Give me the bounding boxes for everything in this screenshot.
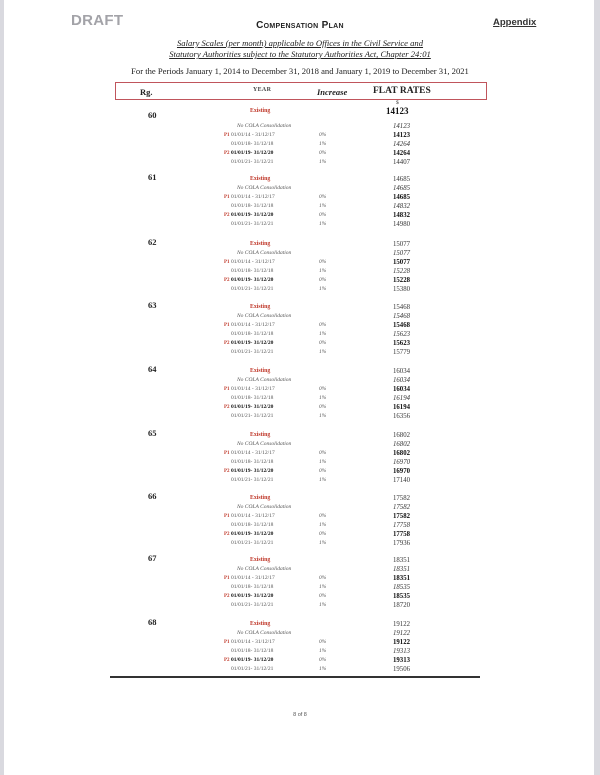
increase-p1: 0% — [319, 450, 327, 456]
rate-2018: 16194 — [393, 395, 410, 402]
table-row — [100, 258, 500, 267]
table-row — [100, 647, 500, 656]
p1-tag: P1 — [224, 387, 230, 392]
rate-p1: 16034 — [393, 386, 410, 393]
table-row — [100, 149, 500, 158]
period-2018: 01/01/18- 31/12/18 — [231, 141, 274, 147]
rate-2021: 15380 — [393, 286, 410, 293]
grade-number: 66 — [148, 491, 157, 501]
period-2014-2017: 01/01/14 - 31/12/17 — [231, 450, 275, 456]
subtitle-line-2: Statutory Authorities subject to the Statutory Authorities Act, Chapter 24:01 — [169, 49, 431, 59]
grade-number: 63 — [148, 300, 157, 310]
table-row — [100, 276, 500, 285]
rate-2021: 14980 — [393, 221, 410, 228]
table-row — [100, 285, 500, 294]
period-2014-2017: 01/01/14 - 31/12/17 — [231, 575, 275, 581]
increase-2018: 1% — [319, 584, 327, 590]
rate-no-cola: 17582 — [393, 504, 410, 511]
bottom-rule — [110, 676, 480, 678]
rate-2021: 19506 — [393, 666, 410, 673]
p2-tag: P2 — [224, 594, 230, 599]
table-row — [100, 107, 500, 116]
table-row — [100, 539, 500, 548]
period-2014-2017: 01/01/14 - 31/12/17 — [231, 132, 275, 138]
grade-number: 67 — [148, 553, 157, 563]
table-row — [100, 476, 500, 485]
rate-2018: 19313 — [393, 648, 410, 655]
rate-existing: 15077 — [393, 241, 410, 248]
table-row — [100, 656, 500, 665]
table-row — [100, 220, 500, 229]
table-row — [100, 303, 500, 312]
period-2021: 01/01/21- 31/12/21 — [231, 477, 274, 483]
no-cola-label: No COLA Consolidation — [237, 250, 292, 256]
increase-2018: 1% — [319, 203, 327, 209]
increase-2021: 1% — [319, 540, 327, 546]
increase-2021: 1% — [319, 286, 327, 292]
existing-label: Existing — [250, 304, 271, 310]
table-row — [100, 385, 500, 394]
rate-existing: 18351 — [393, 557, 410, 564]
table-row — [100, 158, 500, 167]
table-row — [100, 367, 500, 376]
header-increase: Increase — [317, 87, 348, 97]
rate-2021: 17936 — [393, 540, 410, 547]
document-title-text: Compensation Plan — [256, 20, 344, 31]
grade-block-68 — [100, 617, 500, 677]
grade-block-60 — [100, 100, 500, 170]
existing-label: Existing — [250, 108, 271, 114]
period-2018: 01/01/18- 31/12/18 — [231, 459, 274, 465]
increase-p2: 0% — [319, 404, 327, 410]
table-row — [100, 592, 500, 601]
table-row — [100, 348, 500, 357]
rate-p1: 14685 — [393, 194, 410, 201]
rate-2021: 16356 — [393, 413, 410, 420]
period-2021: 01/01/21- 31/12/21 — [231, 540, 274, 546]
table-row — [100, 175, 500, 184]
rate-no-cola: 16034 — [393, 377, 410, 384]
table-row — [100, 494, 500, 503]
increase-2018: 1% — [319, 141, 327, 147]
period-2018: 01/01/18- 31/12/18 — [231, 395, 274, 401]
rate-2018: 14264 — [393, 141, 410, 148]
period-2021: 01/01/21- 31/12/21 — [231, 159, 274, 165]
p1-tag: P1 — [224, 195, 230, 200]
period-2014-2017: 01/01/14 - 31/12/17 — [231, 259, 275, 265]
period-2019-2020: 01/01/19- 31/12/20 — [231, 277, 274, 283]
rate-2018: 14832 — [393, 203, 410, 210]
page-number: 8 of 8 — [293, 712, 307, 718]
period-2021: 01/01/21- 31/12/21 — [231, 413, 274, 419]
increase-p1: 0% — [319, 639, 327, 645]
table-row — [100, 620, 500, 629]
rate-p2: 15623 — [393, 340, 410, 347]
grade-block-64 — [100, 364, 500, 424]
table-row — [100, 211, 500, 220]
period-2014-2017: 01/01/14 - 31/12/17 — [231, 194, 275, 200]
increase-p1: 0% — [319, 194, 327, 200]
rate-existing: 14685 — [393, 176, 410, 183]
increase-p1: 0% — [319, 132, 327, 138]
period-2014-2017: 01/01/14 - 31/12/17 — [231, 639, 275, 645]
rate-p2: 16970 — [393, 468, 410, 475]
rate-2021: 17140 — [393, 477, 410, 484]
currency-symbol: $ — [396, 100, 399, 106]
document-subtitle — [0, 38, 600, 60]
increase-p2: 0% — [319, 340, 327, 346]
increase-p1: 0% — [319, 322, 327, 328]
rate-existing: 16034 — [393, 368, 410, 375]
grade-block-65 — [100, 428, 500, 488]
existing-label: Existing — [250, 241, 271, 247]
table-row — [100, 449, 500, 458]
table-row — [100, 458, 500, 467]
rate-2018: 17758 — [393, 522, 410, 529]
rate-2021: 14407 — [393, 159, 410, 166]
table-row — [100, 412, 500, 421]
table-row — [100, 467, 500, 476]
period-2018: 01/01/18- 31/12/18 — [231, 522, 274, 528]
p2-tag: P2 — [224, 151, 230, 156]
grade-block-67 — [100, 553, 500, 613]
existing-label: Existing — [250, 176, 271, 182]
grade-number: 68 — [148, 617, 157, 627]
increase-2021: 1% — [319, 349, 327, 355]
table-row — [100, 601, 500, 610]
increase-p1: 0% — [319, 513, 327, 519]
table-row — [100, 521, 500, 530]
rate-p2: 15228 — [393, 277, 410, 284]
grade-block-61 — [100, 172, 500, 232]
rate-p1: 15077 — [393, 259, 410, 266]
rate-p1: 18351 — [393, 575, 410, 582]
rate-2018: 18535 — [393, 584, 410, 591]
draft-watermark: DRAFT — [71, 12, 124, 29]
table-row — [100, 629, 500, 638]
period-2021: 01/01/21- 31/12/21 — [231, 602, 274, 608]
increase-p2: 0% — [319, 150, 327, 156]
period-2021: 01/01/21- 31/12/21 — [231, 286, 274, 292]
no-cola-label: No COLA Consolidation — [237, 185, 292, 191]
rate-p1: 17582 — [393, 513, 410, 520]
increase-2018: 1% — [319, 268, 327, 274]
period-2018: 01/01/18- 31/12/18 — [231, 268, 274, 274]
header-flat-rates: FLAT RATES — [373, 86, 431, 96]
table-row — [100, 530, 500, 539]
rate-p2: 19313 — [393, 657, 410, 664]
rate-existing: 16802 — [393, 432, 410, 439]
grade-number: 60 — [148, 110, 157, 120]
no-cola-label: No COLA Consolidation — [237, 313, 292, 319]
rate-2021: 18720 — [393, 602, 410, 609]
period-2018: 01/01/18- 31/12/18 — [231, 203, 274, 209]
p1-tag: P1 — [224, 133, 230, 138]
table-row — [100, 330, 500, 339]
grade-number: 65 — [148, 428, 157, 438]
table-row — [100, 267, 500, 276]
period-2019-2020: 01/01/19- 31/12/20 — [231, 468, 274, 474]
table-row — [100, 403, 500, 412]
table-row — [100, 249, 500, 258]
p2-tag: P2 — [224, 278, 230, 283]
rate-existing: 15468 — [393, 304, 410, 311]
p2-tag: P2 — [224, 469, 230, 474]
period-2018: 01/01/18- 31/12/18 — [231, 584, 274, 590]
rate-p2: 17758 — [393, 531, 410, 538]
rate-p1: 14123 — [393, 132, 410, 139]
period-2014-2017: 01/01/14 - 31/12/17 — [231, 386, 275, 392]
rate-2018: 15623 — [393, 331, 410, 338]
existing-label: Existing — [250, 495, 271, 501]
rate-2018: 16970 — [393, 459, 410, 466]
increase-2021: 1% — [319, 221, 327, 227]
period-2021: 01/01/21- 31/12/21 — [231, 666, 274, 672]
p1-tag: P1 — [224, 451, 230, 456]
rate-no-cola: 15077 — [393, 250, 410, 257]
increase-2021: 1% — [319, 477, 327, 483]
increase-p2: 0% — [319, 657, 327, 663]
table-row — [100, 376, 500, 385]
table-row — [100, 202, 500, 211]
table-row — [100, 184, 500, 193]
grade-block-62 — [100, 237, 500, 297]
page-edge-left — [0, 0, 4, 775]
table-row — [100, 638, 500, 647]
table-row — [100, 339, 500, 348]
table-row — [100, 556, 500, 565]
p2-tag: P2 — [224, 532, 230, 537]
table-header-box — [115, 82, 487, 100]
rate-no-cola: 18351 — [393, 566, 410, 573]
rate-no-cola: 15468 — [393, 313, 410, 320]
increase-2018: 1% — [319, 459, 327, 465]
period-2019-2020: 01/01/19- 31/12/20 — [231, 404, 274, 410]
period-2019-2020: 01/01/19- 31/12/20 — [231, 593, 274, 599]
increase-p2: 0% — [319, 593, 327, 599]
rate-p2: 18535 — [393, 593, 410, 600]
rate-2021: 15779 — [393, 349, 410, 356]
rate-p2: 14264 — [393, 150, 410, 157]
period-2018: 01/01/18- 31/12/18 — [231, 331, 274, 337]
table-row — [100, 312, 500, 321]
table-row — [100, 431, 500, 440]
no-cola-label: No COLA Consolidation — [237, 504, 292, 510]
increase-p1: 0% — [319, 575, 327, 581]
header-year: YEAR — [253, 87, 272, 93]
period-2019-2020: 01/01/19- 31/12/20 — [231, 212, 274, 218]
p1-tag: P1 — [224, 514, 230, 519]
rate-p2: 16194 — [393, 404, 410, 411]
rate-existing: 19122 — [393, 621, 410, 628]
increase-2021: 1% — [319, 666, 327, 672]
page-edge-right — [594, 0, 600, 775]
grade-number: 62 — [148, 237, 157, 247]
period-2019-2020: 01/01/19- 31/12/20 — [231, 657, 274, 663]
p1-tag: P1 — [224, 576, 230, 581]
table-row — [100, 512, 500, 521]
increase-2018: 1% — [319, 522, 327, 528]
table-row — [100, 503, 500, 512]
table-row — [100, 574, 500, 583]
grade-number: 61 — [148, 172, 157, 182]
rate-existing: 17582 — [393, 495, 410, 502]
increase-p1: 0% — [319, 259, 327, 265]
period-2019-2020: 01/01/19- 31/12/20 — [231, 531, 274, 537]
existing-label: Existing — [250, 557, 271, 563]
period-2019-2020: 01/01/19- 31/12/20 — [231, 150, 274, 156]
p2-tag: P2 — [224, 405, 230, 410]
table-row — [100, 440, 500, 449]
table-row — [100, 583, 500, 592]
rate-p1: 16802 — [393, 450, 410, 457]
p2-tag: P2 — [224, 213, 230, 218]
appendix-label: Appendix — [493, 17, 537, 28]
increase-2018: 1% — [319, 648, 327, 654]
existing-label: Existing — [250, 432, 271, 438]
table-row — [100, 565, 500, 574]
increase-2021: 1% — [319, 602, 327, 608]
p1-tag: P1 — [224, 640, 230, 645]
table-row — [100, 394, 500, 403]
table-row — [100, 193, 500, 202]
no-cola-label: No COLA Consolidation — [237, 123, 292, 129]
grade-block-63 — [100, 300, 500, 360]
increase-p2: 0% — [319, 468, 327, 474]
rate-p1: 15468 — [393, 322, 410, 329]
increase-p2: 0% — [319, 277, 327, 283]
rate-2018: 15228 — [393, 268, 410, 275]
p1-tag: P1 — [224, 260, 230, 265]
period-2019-2020: 01/01/19- 31/12/20 — [231, 340, 274, 346]
existing-label: Existing — [250, 368, 271, 374]
period-2014-2017: 01/01/14 - 31/12/17 — [231, 322, 275, 328]
rate-no-cola: 14685 — [393, 185, 410, 192]
increase-2018: 1% — [319, 395, 327, 401]
rate-existing: 14123 — [386, 106, 409, 116]
rate-no-cola: 14123 — [393, 123, 410, 130]
rate-p2: 14832 — [393, 212, 410, 219]
grade-number: 64 — [148, 364, 157, 374]
grade-block-66 — [100, 491, 500, 551]
table-row — [100, 240, 500, 249]
period-2014-2017: 01/01/14 - 31/12/17 — [231, 513, 275, 519]
increase-2021: 1% — [319, 413, 327, 419]
p2-tag: P2 — [224, 341, 230, 346]
p1-tag: P1 — [224, 323, 230, 328]
no-cola-label: No COLA Consolidation — [237, 377, 292, 383]
increase-p2: 0% — [319, 212, 327, 218]
p2-tag: P2 — [224, 658, 230, 663]
increase-p2: 0% — [319, 531, 327, 537]
increase-2021: 1% — [319, 159, 327, 165]
rate-no-cola: 16802 — [393, 441, 410, 448]
table-row — [100, 122, 500, 131]
rate-no-cola: 19122 — [393, 630, 410, 637]
increase-2018: 1% — [319, 331, 327, 337]
table-row — [100, 131, 500, 140]
subtitle-line-1: Salary Scales (per month) applicable to Offices in the Civil Service and — [176, 38, 424, 48]
no-cola-label: No COLA Consolidation — [237, 441, 292, 447]
header-rg: Rg. — [140, 87, 153, 97]
no-cola-label: No COLA Consolidation — [237, 630, 292, 636]
periods-statement: For the Periods January 1, 2014 to December 31, 2018 and January 1, 2019 to December 31, 2021 — [131, 66, 469, 76]
increase-p1: 0% — [319, 386, 327, 392]
table-row — [100, 321, 500, 330]
period-2018: 01/01/18- 31/12/18 — [231, 648, 274, 654]
table-row — [100, 140, 500, 149]
period-2021: 01/01/21- 31/12/21 — [231, 221, 274, 227]
existing-label: Existing — [250, 621, 271, 627]
rate-p1: 19122 — [393, 639, 410, 646]
no-cola-label: No COLA Consolidation — [237, 566, 292, 572]
table-row — [100, 665, 500, 674]
period-2021: 01/01/21- 31/12/21 — [231, 349, 274, 355]
